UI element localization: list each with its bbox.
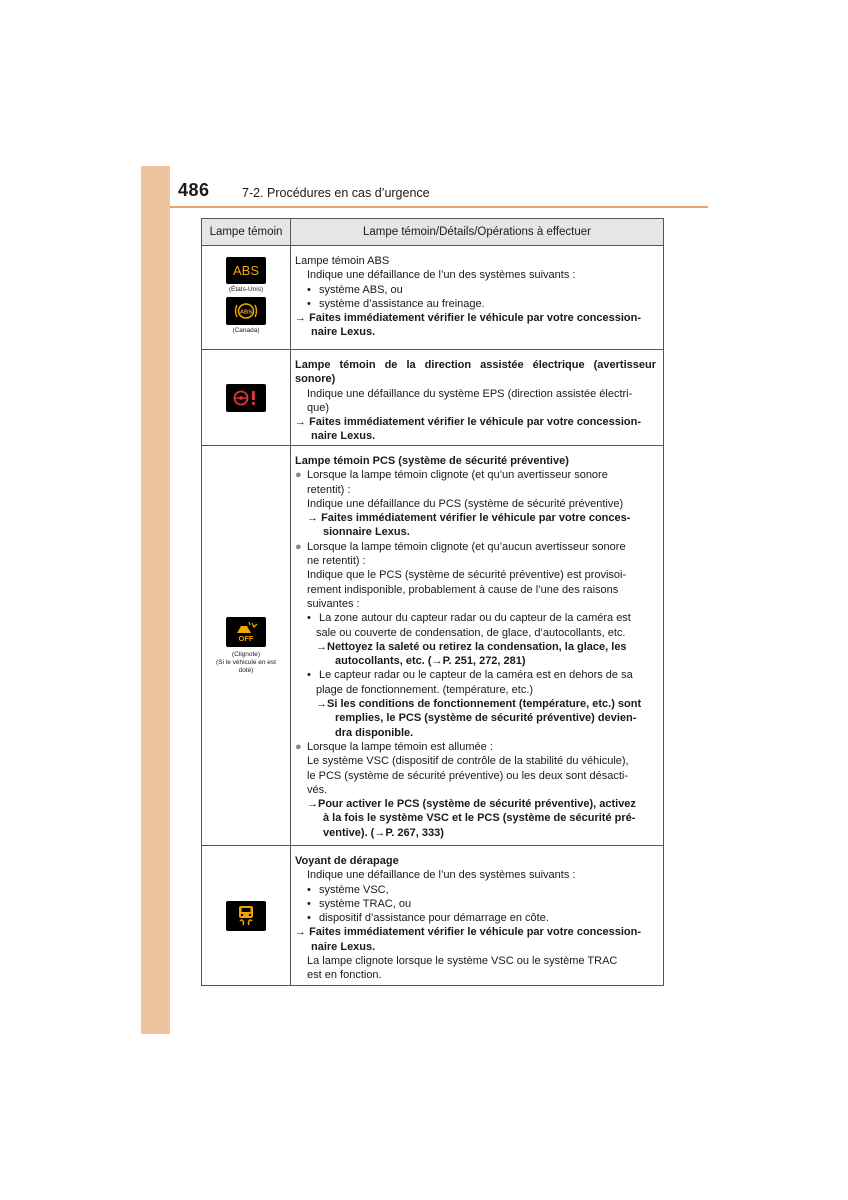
pcs-case-2-desc-cont: rement indisponible, probablement à cause de l’une des raisons — [307, 583, 619, 596]
pcs-reason-2-cont: plage de fonctionnement. (température, etc.) — [316, 683, 534, 696]
eps-details — [291, 350, 663, 445]
bullet-icon: • — [307, 283, 311, 296]
abs-action: → Faites immédiatement vérifier le véhicule par votre concession- — [295, 312, 642, 325]
abs-caption-canada: (Canada) — [232, 327, 260, 334]
pcs-case-2: ● Lorsque la lampe témoin clignote (et qu’aucun avertisseur sonore — [295, 540, 626, 553]
abs-details — [291, 246, 663, 349]
pcs-caption-equipped-cont: doté) — [238, 666, 254, 674]
steering-wheel-exclamation-icon — [230, 388, 262, 408]
abs-action-cont: naire Lexus. — [311, 326, 376, 339]
pcs-case-3-action-cont: à la fois le système VSC et le PCS (système de sécurité pré- — [323, 812, 636, 825]
slip-bullet-3: • dispositif d’assistance pour démarrage en côte. — [307, 912, 549, 925]
pcs-case-3-action-end: ventive). (→P. 267, 333) — [323, 826, 444, 839]
eps-action-cont: naire Lexus. — [311, 430, 376, 443]
table-row-eps — [202, 349, 663, 445]
eps-title-cont: sonore) — [295, 373, 336, 386]
col-header-details: Lampe témoin/Détails/Opérations à effectuer — [363, 225, 591, 238]
circle-bullet-icon: ● — [295, 540, 302, 553]
pcs-caption-blink: (Clignote) — [231, 650, 261, 658]
arrow-icon: → — [374, 826, 386, 839]
pcs-caption-equipped: (Si le véhicule en est — [216, 658, 276, 666]
pcs-off-text: OFF — [238, 633, 254, 643]
section-title: 7-2. Procédures en cas d’urgence — [242, 186, 430, 200]
slip-icon-cell — [202, 846, 291, 985]
table-header — [202, 219, 663, 245]
page-number: 486 — [178, 180, 210, 200]
pcs-reason-2-action-cont: remplies, le PCS (système de sécurité préventive) devien- — [335, 712, 637, 725]
abs-icons-cell — [202, 246, 291, 349]
abs-desc: Indique une défaillance de l’un des systèmes suivants : — [307, 269, 576, 282]
arrow-icon: → — [295, 926, 310, 939]
arrow-icon: → — [307, 798, 318, 811]
chapter-side-tab — [141, 166, 170, 1034]
slip-bullet-2: • système TRAC, ou — [307, 897, 412, 910]
pcs-case-3-desc-end: vés. — [307, 783, 328, 796]
pcs-reason-2: • Le capteur radar ou le capteur de la caméra est en dehors de sa — [307, 669, 633, 682]
abs-circle-icon — [234, 302, 258, 320]
car-skid-icon — [234, 904, 258, 928]
eps-warning-icon — [226, 384, 266, 412]
arrow-icon: → — [295, 416, 310, 429]
pcs-case-3: ● Lorsque la lampe témoin est allumée : — [295, 740, 493, 753]
pcs-case-2-cont: ne retentit) : — [307, 555, 366, 568]
pcs-icon-cell — [202, 446, 291, 845]
arrow-icon: → — [431, 655, 443, 668]
svg-text:ABS: ABS — [239, 309, 253, 316]
table-row-pcs — [202, 445, 663, 845]
eps-desc-cont: que) — [307, 401, 330, 414]
pcs-case-1-desc: Indique une défaillance du PCS (système de sécurité préventive) — [307, 497, 624, 510]
arrow-icon: → — [316, 698, 327, 711]
abs-warning-icon — [226, 257, 266, 284]
pcs-case-3-desc-cont: le PCS (système de sécurité préventive) ou les deux sont désacti- — [307, 769, 628, 782]
pcs-case-2-desc-end: suivantes : — [307, 597, 360, 610]
pcs-reason-2-action: →Si les conditions de fonctionnement (température, etc.) sont — [316, 698, 642, 711]
bullet-icon: • — [307, 897, 311, 910]
circle-bullet-icon: ● — [295, 469, 302, 482]
pcs-case-1-cont: retentit) : — [307, 483, 351, 496]
eps-title: Lampe témoin de la direction assistée électrique (avertisseur — [295, 359, 656, 371]
pcs-warning-icon — [226, 617, 266, 647]
header-rule — [170, 206, 708, 208]
pcs-reason-1-action: →Nettoyez la saleté ou retirez la condensation, la glace, les — [316, 640, 627, 653]
abs-bullet-2: • système d’assistance au freinage. — [307, 297, 485, 310]
bullet-icon: • — [307, 669, 311, 682]
pcs-case-1: ● Lorsque la lampe témoin clignote (et qu’un avertisseur sonore — [295, 469, 608, 482]
table-row-slip — [202, 845, 663, 985]
pcs-reason-1: • La zone autour du capteur radar ou du capteur de la caméra est — [307, 612, 631, 625]
eps-action: → Faites immédiatement vérifier le véhicule par votre concession- — [295, 416, 642, 429]
bullet-icon: • — [307, 297, 311, 310]
abs-icon-text: ABS — [232, 263, 259, 278]
pcs-title: Lampe témoin PCS (système de sécurité préventive) — [295, 455, 569, 467]
arrow-icon: → — [307, 512, 322, 525]
slip-note: La lampe clignote lorsque le système VSC ou le système TRAC — [307, 955, 618, 968]
pcs-details — [291, 446, 663, 845]
slip-action: → Faites immédiatement vérifier le véhicule par votre concession- — [295, 926, 642, 939]
pcs-case-1-action-cont: sionnaire Lexus. — [323, 526, 410, 539]
slip-title: Voyant de dérapage — [295, 855, 399, 867]
slip-bullet-1: • système VSC, — [307, 883, 389, 896]
abs-caption-us: (États-Unis) — [228, 286, 264, 293]
bullet-icon: • — [307, 883, 311, 896]
slip-warning-icon — [226, 901, 266, 931]
slip-desc: Indique une défaillance de l’un des systèmes suivants : — [307, 869, 576, 882]
car-collision-icon — [233, 621, 259, 635]
warning-lights-table — [201, 218, 664, 986]
pcs-case-3-action: →Pour activer le PCS (système de sécurité préventive), activez — [307, 798, 636, 811]
arrow-icon: → — [316, 640, 327, 653]
pcs-case-1-action: → Faites immédiatement vérifier le véhicule par votre conces- — [307, 512, 631, 525]
abs-bullet-1: • système ABS, ou — [307, 283, 403, 296]
slip-note-cont: est en fonction. — [307, 969, 382, 982]
abs-canada-warning-icon — [226, 297, 266, 325]
table-row-abs — [202, 245, 663, 349]
arrow-icon: → — [295, 312, 310, 325]
circle-bullet-icon: ● — [295, 740, 302, 753]
eps-icon-cell — [202, 350, 291, 445]
pcs-reason-1-action-cont: autocollants, etc. (→P. 251, 272, 281) — [335, 655, 526, 668]
bullet-icon: • — [307, 612, 311, 625]
pcs-reason-2-action-end: dra disponible. — [335, 726, 414, 739]
pcs-case-2-desc: Indique que le PCS (système de sécurité préventive) est provisoi- — [307, 569, 627, 582]
col-header-lamp: Lampe témoin — [202, 219, 291, 245]
slip-action-cont: naire Lexus. — [311, 940, 376, 953]
slip-details — [291, 846, 663, 985]
pcs-reason-1-cont: sale ou couverte de condensation, de glace, d’autocollants, etc. — [316, 626, 626, 639]
eps-desc: Indique une défaillance du système EPS (direction assistée électri- — [307, 387, 633, 400]
abs-title: Lampe témoin ABS — [295, 255, 390, 267]
pcs-case-3-desc: Le système VSC (dispositif de contrôle de la stabilité du véhicule), — [307, 755, 629, 768]
bullet-icon: • — [307, 912, 311, 925]
